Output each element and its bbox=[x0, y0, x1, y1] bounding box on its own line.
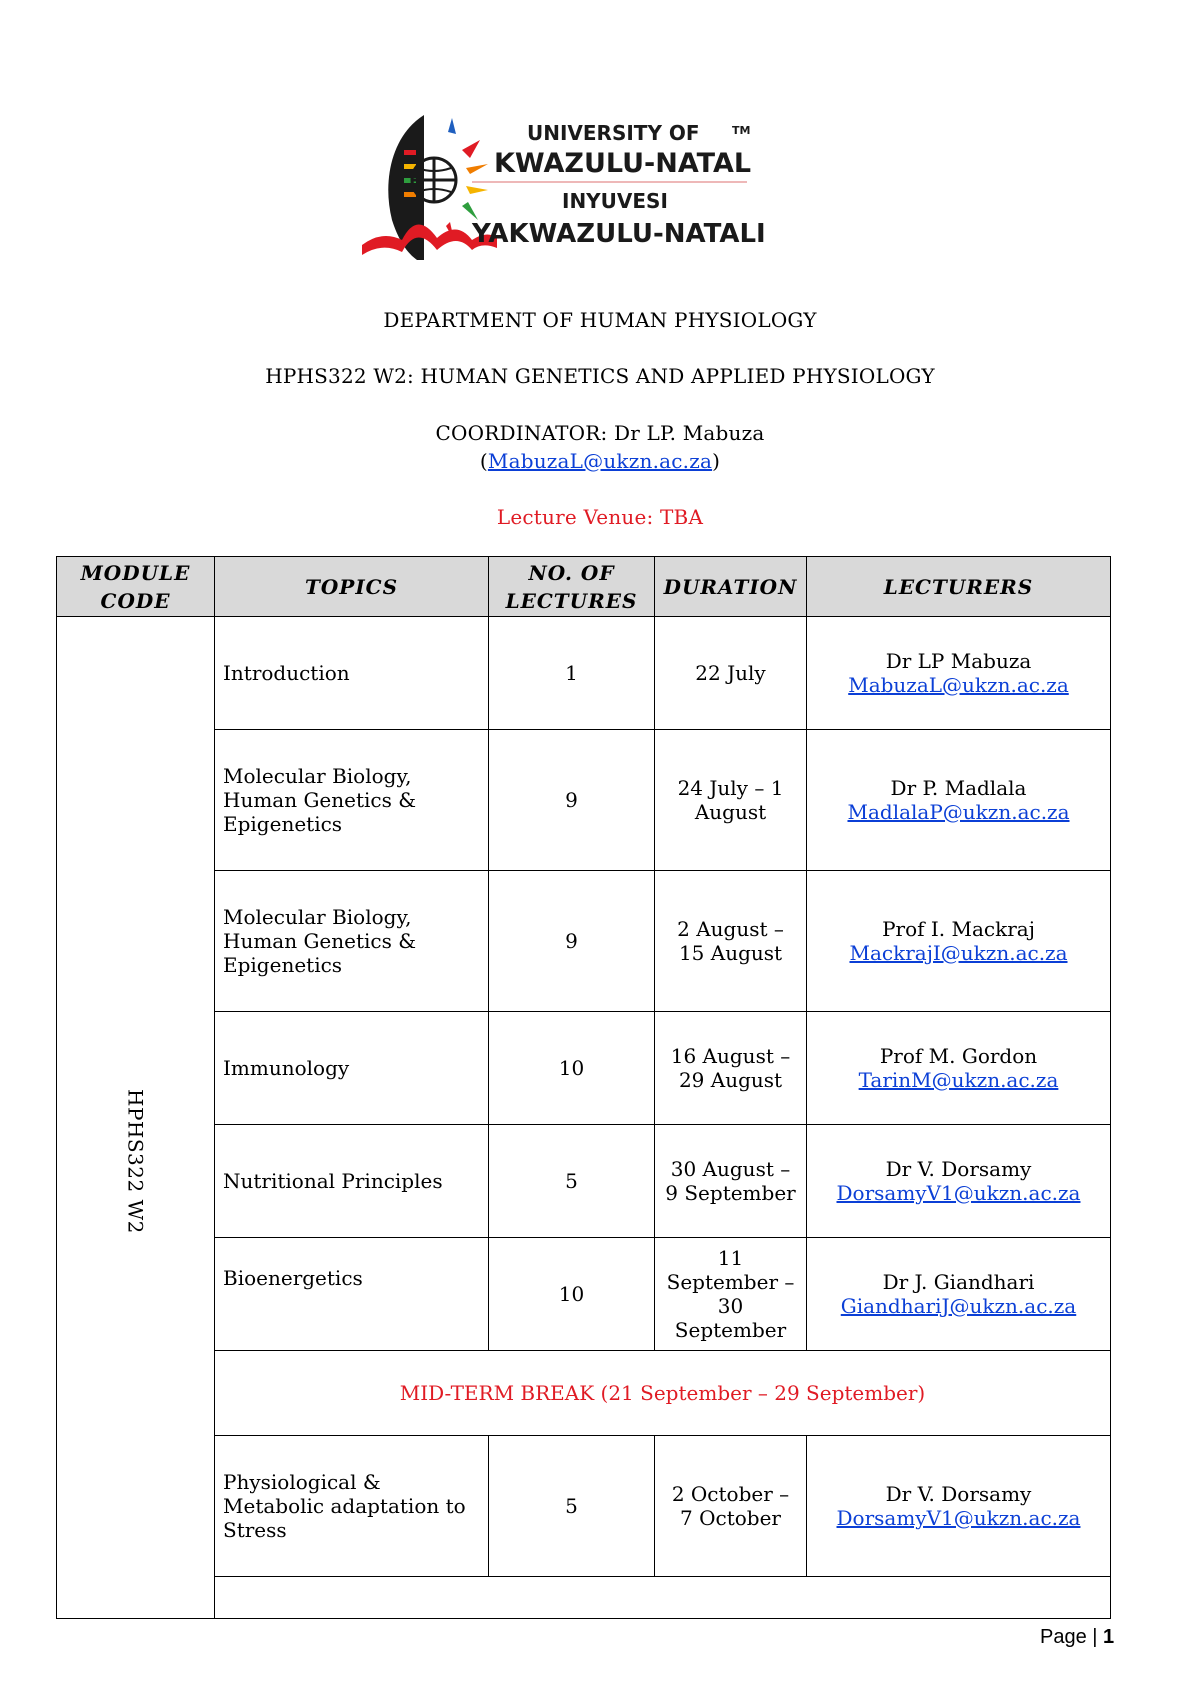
duration: 2 August – 15 August bbox=[655, 871, 807, 1012]
table-row bbox=[57, 1436, 1111, 1577]
table-row bbox=[57, 1012, 1111, 1125]
lecturer-email-link[interactable]: DorsamyV1@ukzn.ac.za bbox=[836, 1506, 1081, 1530]
course-title: HPHS322 W2: HUMAN GENETICS AND APPLIED PHYSIOLOGY bbox=[265, 364, 935, 388]
page-footer bbox=[1040, 1626, 1114, 1649]
table-row bbox=[57, 1238, 1111, 1351]
topic: Introduction bbox=[215, 617, 489, 730]
topic: Immunology bbox=[215, 1012, 489, 1125]
lecturer-cell bbox=[807, 871, 1111, 1012]
lecturer-email-link[interactable]: MadlalaP@ukzn.ac.za bbox=[847, 800, 1070, 824]
empty-cell bbox=[215, 1577, 1111, 1619]
lecturer-cell bbox=[807, 617, 1111, 730]
module-code-cell bbox=[57, 617, 215, 1619]
header-lectures: NO. OF LECTURES bbox=[489, 557, 655, 617]
topic: Molecular Biology, Human Genetics & Epigenetics bbox=[215, 871, 489, 1012]
logo-line4: YAKWAZULU-NATALI bbox=[472, 219, 766, 249]
lecturer-email-link[interactable]: MackrajI@ukzn.ac.za bbox=[849, 941, 1068, 965]
lecturer-cell bbox=[807, 1436, 1111, 1577]
midterm-break-row bbox=[57, 1351, 1111, 1436]
page-separator: | bbox=[1092, 1626, 1098, 1648]
lecturer-email-link[interactable]: DorsamyV1@ukzn.ac.za bbox=[836, 1181, 1081, 1205]
lecturer-email-link[interactable]: MabuzaL@ukzn.ac.za bbox=[848, 673, 1069, 697]
header-module-code: MODULE CODE bbox=[57, 557, 215, 617]
lecturer-name: Dr V. Dorsamy bbox=[885, 1482, 1032, 1506]
lecture-venue: Lecture Venue: TBA bbox=[496, 505, 704, 529]
schedule-table bbox=[56, 556, 1111, 1619]
lecturer-name: Dr P. Madlala bbox=[890, 776, 1027, 800]
lectures: 5 bbox=[489, 1125, 655, 1238]
lecturer-email-link[interactable]: TarinM@ukzn.ac.za bbox=[858, 1068, 1059, 1092]
empty-row bbox=[57, 1577, 1111, 1619]
lecturer-cell bbox=[807, 1012, 1111, 1125]
coordinator-email-line: (MabuzaL@ukzn.ac.za) bbox=[479, 449, 721, 473]
ukzn-logo bbox=[362, 110, 822, 280]
logo-line1: UNIVERSITY OF bbox=[527, 121, 700, 145]
lecturer-cell bbox=[807, 1238, 1111, 1351]
topic: Nutritional Principles bbox=[215, 1125, 489, 1238]
page-number: 1 bbox=[1103, 1626, 1115, 1648]
header-lecturers: LECTURERS bbox=[807, 557, 1111, 617]
coordinator: COORDINATOR: Dr LP. Mabuza bbox=[435, 421, 765, 445]
lectures: 9 bbox=[489, 871, 655, 1012]
department-title: DEPARTMENT OF HUMAN PHYSIOLOGY bbox=[383, 308, 817, 332]
midterm-break: MID-TERM BREAK (21 September – 29 September) bbox=[215, 1351, 1111, 1436]
table-header-row bbox=[57, 557, 1111, 617]
table-row bbox=[57, 730, 1111, 871]
lectures: 10 bbox=[489, 1238, 655, 1351]
duration: 22 July bbox=[655, 617, 807, 730]
logo-tm: TM bbox=[732, 124, 751, 137]
topic: Bioenergetics bbox=[215, 1238, 489, 1351]
topic: Molecular Biology, Human Genetics & Epigenetics bbox=[215, 730, 489, 871]
header-duration: DURATION bbox=[655, 557, 807, 617]
lectures: 5 bbox=[489, 1436, 655, 1577]
lecturer-name: Dr V. Dorsamy bbox=[885, 1157, 1032, 1181]
lecturer-email-link[interactable]: GiandhariJ@ukzn.ac.za bbox=[840, 1294, 1077, 1318]
module-code: HPHS322 W2 bbox=[123, 1089, 148, 1234]
duration: 16 August – 29 August bbox=[655, 1012, 807, 1125]
lecturer-name: Dr LP Mabuza bbox=[885, 649, 1032, 673]
lecturer-name: Prof I. Mackraj bbox=[882, 917, 1035, 941]
lecturer-name: Dr J. Giandhari bbox=[882, 1270, 1035, 1294]
duration: 11 September – 30 September bbox=[655, 1238, 807, 1351]
lecturer-name: Prof M. Gordon bbox=[879, 1044, 1038, 1068]
lecturer-cell bbox=[807, 730, 1111, 871]
topic: Physiological & Metabolic adaptation to Stress bbox=[215, 1436, 489, 1577]
duration: 24 July – 1 August bbox=[655, 730, 807, 871]
table-row bbox=[57, 1125, 1111, 1238]
lecturer-cell bbox=[807, 1125, 1111, 1238]
logo-line2: KWAZULU-NATAL bbox=[494, 148, 752, 179]
duration: 30 August – 9 September bbox=[655, 1125, 807, 1238]
duration: 2 October – 7 October bbox=[655, 1436, 807, 1577]
table-row bbox=[57, 617, 1111, 730]
lectures: 10 bbox=[489, 1012, 655, 1125]
header-topics: TOPICS bbox=[215, 557, 489, 617]
page-label: Page bbox=[1040, 1626, 1087, 1648]
lectures: 1 bbox=[489, 617, 655, 730]
coordinator-email-link[interactable]: MabuzaL@ukzn.ac.za bbox=[487, 449, 713, 473]
table-row bbox=[57, 871, 1111, 1012]
logo-line3: INYUVESI bbox=[562, 189, 668, 213]
lectures: 9 bbox=[489, 730, 655, 871]
